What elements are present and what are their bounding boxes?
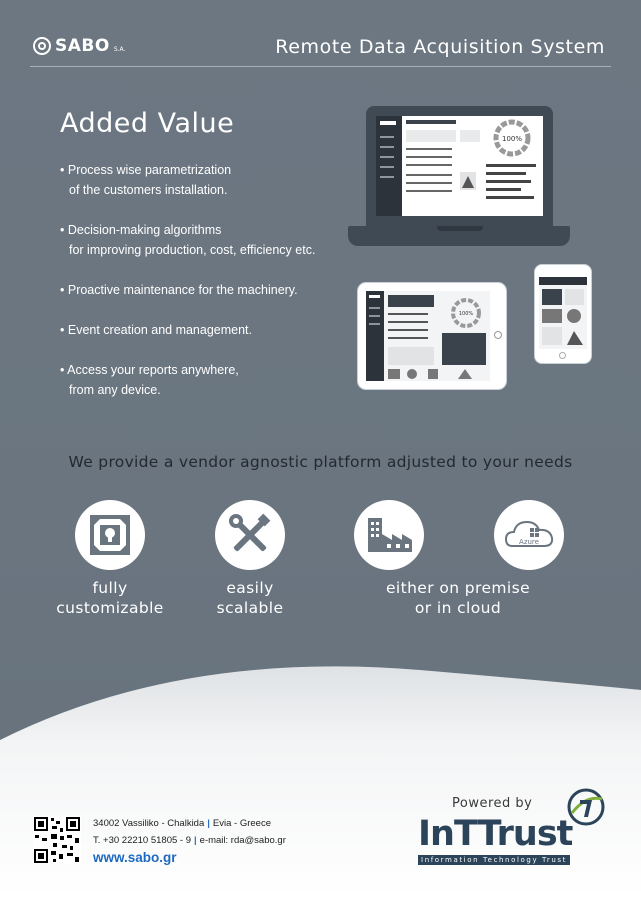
added-value-list [60,160,360,420]
factory-icon [354,500,424,570]
feature-line-1: easily [226,579,274,597]
address-part-2: Evia - Greece [212,818,271,829]
phone-dashboard-mockup-icon [539,277,587,349]
logo-suffix: S.A. [113,46,126,53]
laptop-notch [437,226,483,231]
azure-label: Azure [519,538,539,546]
tablet-dashboard [366,291,490,381]
added-value-heading: Added Value [60,108,235,139]
website-link[interactable]: www.sabo.gr [93,850,177,865]
phone-illustration [534,264,592,364]
laptop-dashboard [376,116,543,216]
feature-line-2: customizable [56,599,164,617]
list-item [60,320,360,340]
azure-cloud-icon [494,500,564,570]
qr-code-icon[interactable] [33,816,81,864]
header-divider [30,66,611,67]
list-item [60,360,360,400]
inttrust-badge-icon [566,787,606,827]
phone-dashboard [539,277,587,349]
bullet-line-2: of the customers installation. [69,183,228,197]
inttrust-logo: InTTrust [418,814,573,854]
feature-line-1: fully [92,579,128,597]
address-line [93,815,286,832]
tablet-gauge-text: 100% [458,311,474,317]
bullet-line-2: for improving production, cost, efficiency etc. [69,243,316,257]
logo-text: SABO [55,36,110,56]
powered-by-label: Powered by [452,796,533,811]
phone-number: T. +30 22210 51805 - 9 [93,835,191,846]
inttrust-tagline: Information Technology Trust [418,855,570,865]
dashboard-mockup-icon [376,116,543,216]
tagline: We provide a vendor agnostic platform adjusted to your needs [68,453,573,471]
feature-line-2: or in cloud [414,599,502,617]
bullet-line-2: from any device. [69,383,161,397]
list-item [60,220,360,260]
customize-icon [75,500,145,570]
list-item [60,280,360,300]
phone-home-button [559,352,566,359]
tools-icon [215,500,285,570]
page-title: Remote Data Acquisition System [275,36,605,58]
feature-label-deployment [368,578,548,618]
bullet-line-1: • Decision-making algorithms [60,223,221,237]
address-part-1: 34002 Vassiliko - Chalkida [93,818,205,829]
sabo-logo [33,36,125,56]
feature-line-2: scalable [216,599,284,617]
bullet-line-1: • Process wise parametrization [60,163,231,177]
tablet-home-button [494,331,502,339]
tablet-illustration [357,282,507,390]
separator: | [193,835,197,846]
laptop-illustration [366,106,553,226]
address-block [93,815,286,849]
bullet-line-1: • Access your reports anywhere, [60,363,239,377]
tablet-dashboard-mockup-icon [366,291,490,381]
bullet-line-1: • Event creation and management. [60,323,252,337]
contact-line [93,832,286,849]
laptop-gauge-text: 100% [501,135,523,143]
bullet-line-1: • Proactive maintenance for the machinery. [60,283,298,297]
list-item [60,160,360,200]
email-link[interactable]: e-mail: rda@sabo.gr [199,835,286,846]
feature-label-scalable [160,578,340,618]
sabo-logo-icon [33,37,51,55]
feature-line-1: either on premise [385,579,531,597]
separator: | [207,818,210,829]
